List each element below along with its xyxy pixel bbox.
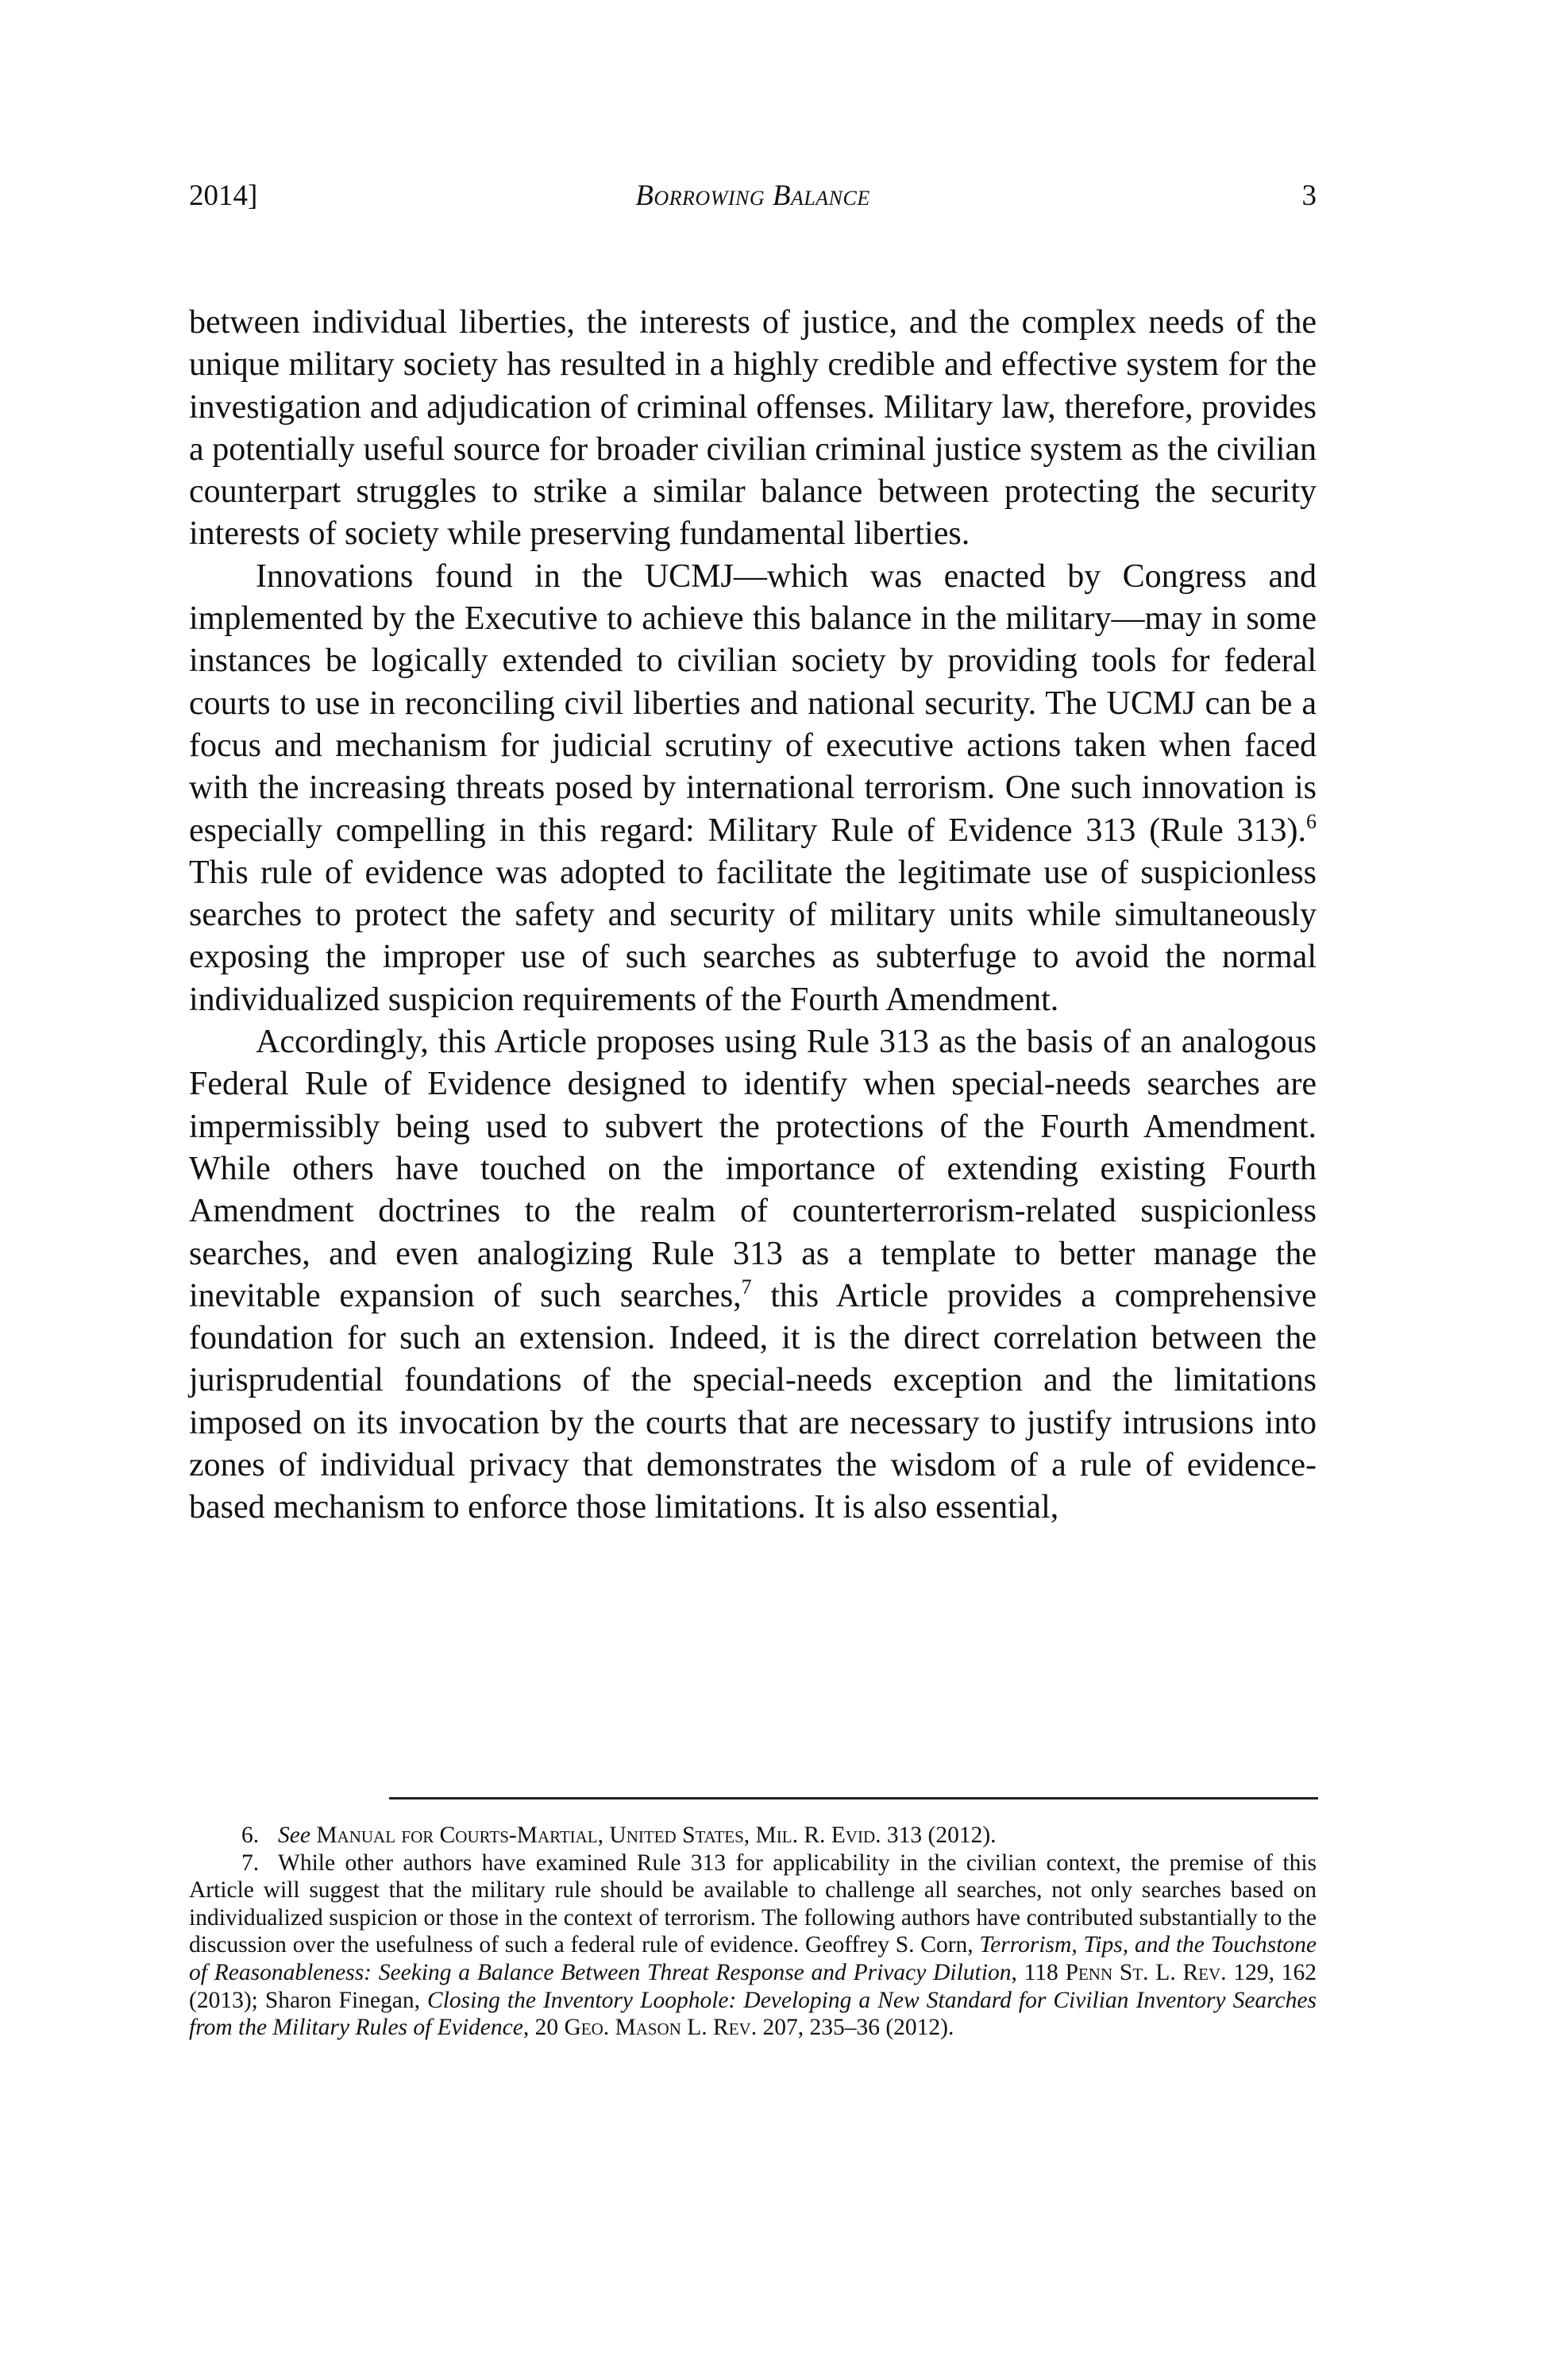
footnote-7-journal-1: Penn St. L. Rev. xyxy=(1065,1959,1227,1985)
body-paragraph-3-text-a: Accordingly, this Article proposes using Rule 313 as the basis of an analogous Federal Rule of Evidence designed to identify when special-needs searches are impermissibly being used to subvert the protections of the Fourth Amendment. While others have touched on the importance of extending existing Fourth Amendment doctrines to the realm of counterterrorism-related suspicionless searches, and even analogizing Rule 313 as a template to better manage the inevitable expansion of such searches, xyxy=(189,1024,1317,1314)
page-header xyxy=(189,176,1317,216)
footnote-7-text-3: 129, 162 (2013); Sharon Finegan, xyxy=(189,1959,1317,2013)
footnote-6-number: 6. xyxy=(241,1823,260,1848)
body-paragraph-2-text-b: This rule of evidence was adopted to facilitate the legitimate use of suspicionless searches to protect the safety and security of military units while simultaneously exposing the improper use of such searches as subterfuge to avoid the normal individualized suspicion requirements of the Fourth Amendment. xyxy=(189,854,1317,1018)
footnote-7-title-1: Terrorism, Tips, and the Touchstone of Reasonableness: Seeking a Balance Between Threat Response and Privacy Dilution xyxy=(189,1932,1317,1985)
footnote-7-text-4: , 20 xyxy=(522,2015,565,2041)
header-year: 2014] xyxy=(189,179,258,212)
footnote-7 xyxy=(189,1850,1317,2042)
body-paragraph-3-text-b: this Article provides a comprehensive foundation for such an extension. Indeed, it is the direct correlation between the jurisprudential foundations of the special-needs exception and the limitations imposed on its invocation by the courts that are necessary to justify intrusions into zones of individual privacy that demonstrates the wisdom of a rule of evidence-based mechanism to enforce those limitations. It is also essential, xyxy=(189,1277,1317,1526)
body-paragraph-3 xyxy=(189,1021,1317,1529)
running-title: Borrowing Balance xyxy=(635,179,870,212)
footnote-7-text-1: While other authors have examined Rule 313 for applicability in the civilian context, the premise of this Article will suggest that the military rule should be available to challenge all searches, not only searches based on individualized suspicion or those in the context of terrorism. The following authors have contributed substantially to the discussion over the usefulness of such a federal rule of evidence. Geoffrey S. Corn, xyxy=(189,1850,1317,1958)
footnote-7-text-2: , 118 xyxy=(1011,1959,1066,1985)
body-paragraph-2-text-a: Innovations found in the UCMJ—which was enacted by Congress and implemented by the Executive to achieve this balance in the military—may in some instances be logically extended to civilian society by providing tools for federal courts to use in reconciling civil liberties and national security. The UCMJ can be a focus and mechanism for judicial scrutiny of executive actions taken when faced with the increasing threats posed by international terrorism. One such innovation is especially compelling in this regard: Military Rule of Evidence 313 (Rule 313). xyxy=(189,557,1317,849)
footnote-ref-6[interactable]: 6 xyxy=(1306,809,1317,833)
footnote-7-number: 7. xyxy=(241,1850,260,1876)
footnote-6-source: Manual for Courts-Martial, United States, Mil. R. Evid. xyxy=(316,1823,881,1848)
footnotes xyxy=(189,1822,1317,2042)
page-number: 3 xyxy=(1301,179,1317,212)
footnote-ref-7[interactable]: 7 xyxy=(741,1275,752,1298)
footnote-6-tail: 313 (2012). xyxy=(881,1823,997,1848)
body-text xyxy=(189,302,1317,1529)
footnote-7-title-2: Closing the Inventory Loophole: Developing a New Standard for Civilian Inventory Searches from the Military Rules of Evidence xyxy=(189,1987,1317,2041)
footnote-6 xyxy=(189,1822,1317,1850)
footnote-divider xyxy=(389,1797,1318,1799)
footnote-7-text-5: 207, 235–36 (2012). xyxy=(757,2015,954,2041)
footnote-7-journal-2: Geo. Mason L. Rev. xyxy=(564,2015,758,2041)
body-paragraph-1-text: between individual liberties, the interests of justice, and the complex needs of the unique military society has resulted in a highly credible and effective system for the investigation and adjudication of criminal offenses. Military law, therefore, provides a potentially useful source for broader civilian criminal justice system as the civilian counterpart struggles to strike a similar balance between protecting the security interests of society while preserving fundamental liberties. xyxy=(189,304,1317,553)
footnote-6-signal: See xyxy=(278,1823,310,1848)
body-paragraph-1 xyxy=(189,302,1317,556)
body-paragraph-2 xyxy=(189,556,1317,1021)
